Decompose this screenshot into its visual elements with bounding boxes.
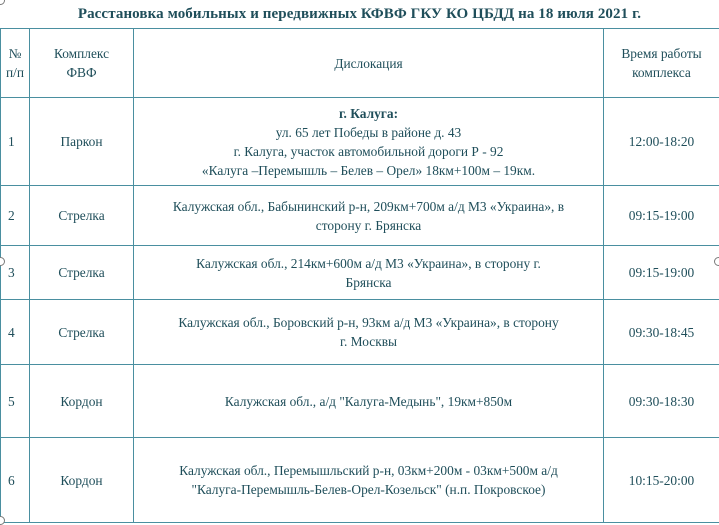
row-num: 6 bbox=[1, 438, 30, 523]
row-time: 09:30-18:30 bbox=[604, 365, 719, 438]
row-num: 5 bbox=[1, 365, 30, 438]
row-num: 1 bbox=[1, 98, 30, 186]
row-location bbox=[134, 438, 604, 523]
header-complex-line2: ФВФ bbox=[32, 63, 131, 82]
location-line: Калужская обл., 214км+600м а/д М3 «Украина», в сторону г. bbox=[136, 254, 601, 273]
table-header-row bbox=[1, 29, 719, 98]
header-time-line2: комплекса bbox=[606, 63, 717, 82]
resize-handle-bottom-left[interactable] bbox=[0, 516, 5, 525]
row-complex: Стрелка bbox=[30, 300, 134, 365]
resize-handle-top-left[interactable] bbox=[0, 0, 5, 5]
row-num: 4 bbox=[1, 300, 30, 365]
header-complex-line1: Комплекс bbox=[32, 44, 131, 63]
row-time: 12:00-18:20 bbox=[604, 98, 719, 186]
row-complex: Паркон bbox=[30, 98, 134, 186]
row-location bbox=[134, 186, 604, 246]
row-location bbox=[134, 98, 604, 186]
row-time: 09:15-19:00 bbox=[604, 246, 719, 300]
header-time bbox=[604, 29, 719, 98]
location-line: сторону г. Брянска bbox=[136, 216, 601, 235]
location-line: г. Калуга, участок автомобильной дороги Р - 92 bbox=[136, 142, 601, 161]
resize-handle-mid-right[interactable] bbox=[714, 257, 719, 266]
table-row bbox=[1, 98, 719, 186]
location-line: Калужская обл., Боровский р-н, 93км а/д М3 «Украина», в сторону bbox=[136, 313, 601, 332]
row-complex: Кордон bbox=[30, 365, 134, 438]
table-row bbox=[1, 438, 719, 523]
row-complex: Кордон bbox=[30, 438, 134, 523]
header-num bbox=[1, 29, 30, 98]
location-line: г. Москвы bbox=[136, 332, 601, 351]
row-num: 2 bbox=[1, 186, 30, 246]
location-line: Калужская обл., а/д "Калуга-Медынь", 19км+850м bbox=[136, 392, 601, 411]
header-time-line1: Время работы bbox=[606, 44, 717, 63]
row-num: 3 bbox=[1, 246, 30, 300]
table-row bbox=[1, 186, 719, 246]
table-row bbox=[1, 300, 719, 365]
location-line: "Калуга-Перемышль-Белев-Орел-Козельск" (н.п. Покровское) bbox=[136, 480, 601, 499]
schedule-table bbox=[0, 28, 719, 523]
location-line: Брянска bbox=[136, 273, 601, 292]
location-line: Калужская обл., Бабынинский р-н, 209км+700м а/д М3 «Украина», в bbox=[136, 197, 601, 216]
location-line: «Калуга –Перемышль – Белев – Орел» 18км+100м – 19км. bbox=[136, 161, 601, 180]
row-time: 10:15-20:00 bbox=[604, 438, 719, 523]
header-location: Дислокация bbox=[134, 29, 604, 98]
location-line: ул. 65 лет Победы в районе д. 43 bbox=[136, 123, 601, 142]
header-complex bbox=[30, 29, 134, 98]
row-complex: Стрелка bbox=[30, 186, 134, 246]
row-complex: Стрелка bbox=[30, 246, 134, 300]
location-title: г. Калуга: bbox=[136, 104, 601, 123]
row-location bbox=[134, 300, 604, 365]
row-location bbox=[134, 246, 604, 300]
header-num-line1: № bbox=[3, 44, 27, 63]
row-location bbox=[134, 365, 604, 438]
location-line: Калужская обл., Перемышльский р-н, 03км+200м - 03км+500м а/д bbox=[136, 461, 601, 480]
table-row bbox=[1, 246, 719, 300]
row-time: 09:30-18:45 bbox=[604, 300, 719, 365]
table-row bbox=[1, 365, 719, 438]
header-num-line2: п/п bbox=[3, 63, 27, 82]
row-time: 09:15-19:00 bbox=[604, 186, 719, 246]
document-title: Расстановка мобильных и передвижных КФВФ ГКУ КО ЦБДД на 18 июля 2021 г. bbox=[0, 6, 719, 23]
